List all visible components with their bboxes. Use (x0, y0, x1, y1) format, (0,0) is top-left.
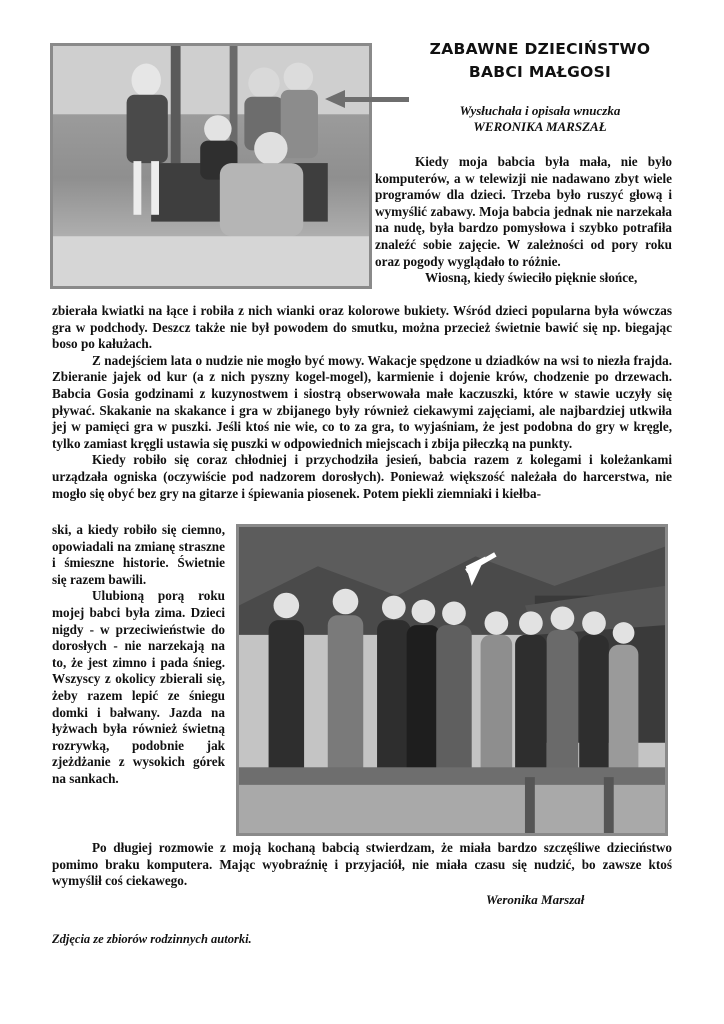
author-signature: Weronika Marszał (486, 892, 585, 907)
paragraph-autumn-end: ski, a kiedy robiło się ciemno, opowiadali na zmianę straszne i śmieszne historie. Świetnie się razem bawili. (52, 522, 225, 587)
paragraph-intro: Kiedy moja babcia była mała, nie było komputerów, a w telewizji nie nadawano zbyt wiele programów dla dzieci. Trzeba było ruszyć głową i wymyślić zabawy. Moja babcia jednak nie narzekała na nudę, była bardzo pomysłowa i szybko potrafiła znaleźć sobie zajęcie. W zależności od pory roku oraz pogody wyglądało to różnie. (375, 154, 672, 269)
byline (385, 103, 695, 135)
arrow-indicator (343, 97, 409, 102)
photo-children (50, 43, 372, 289)
photo-group-image (239, 527, 665, 833)
paragraph-autumn: Kiedy robiło się coraz chłodniej i przychodziła jesień, babcia razem z kolegami i koleżankami urządzała ogniska (oczywiście pod nadzorem dorosłych). Ponieważ większość należała do harcerstwa, nie mogło się obyć bez gry na gitarze i śpiewania piosenek. Potem piekli ziemniaki i kiełba- (52, 452, 672, 501)
paragraph-spring: zbierała kwiatki na łące i robiła z nich wianki oraz kolorowe bukiety. Wśród dzieci popularna była wówczas gra w podchody. Deszcz także nie był powodem do smutku, można przecież świetnie bawić się np. biegając boso po kałużach. (52, 303, 672, 352)
byline-line-1: Wysłuchała i opisała wnuczka (459, 103, 621, 118)
left-column (52, 522, 225, 788)
title-line-1: ZABAWNE DZIECIŃSTWO (429, 40, 651, 58)
title-line-2: BABCI MAŁGOSI (468, 63, 612, 81)
article-title (385, 38, 695, 84)
intro-column (375, 154, 672, 287)
photo-children-image (53, 46, 369, 286)
arrow-head-icon (325, 90, 345, 108)
main-text-block (52, 303, 672, 502)
paragraph-summer: Z nadejściem lata o nudzie nie mogło być mowy. Wakacje spędzone u dziadków na wsi to niezła frajda. Zbieranie jajek od kur (a z nich pyszny kogel-mogel), karmienie i dojenie krów, chodzenie po drzewach. Babcia Gosia godzinami z kuzynostwem i siostrą obserwowała małe kaczuszki, które w stawie uczyły się pływać. Skakanie na skakance i gra w zbijanego były również ciekawymi zajęciami, ale najbardziej utkwiła jej w pamięci gra w puszki. Jeśli ktoś nie wie, co to za gra, to wyjaśniam, że jest podobna do gry w kręgle, tylko zamiast kręgli ustawia się puszki w odpowiednich miejscach i zbija piłeczką na punkty. (52, 352, 672, 451)
paragraph-winter: Ulubioną porą roku mojej babci była zima. Dzieci nigdy - w przeciwieństwie do dorosłych - nie narzekają na to, że jest zimno i pada śnieg. Wszyscy z okolicy zbierali się, żeby razem lepić ze śniegu domki i bałwany. Jazda na łyżwach była również świetną rozrywką, podobnie jak zjeżdżanie z wysokich górek na sankach. (52, 588, 225, 786)
photo-caption: Zdjęcia ze zbiorów rodzinnych autorki. (52, 932, 252, 946)
paragraph-closing: Po długiej rozmowie z moją kochaną babcią stwierdzam, że miała bardzo szczęśliwe dzieciństwo pomimo braku komputera. Mając wyobraźnię i przyjaciół, nie miała czasu się nudzić, bo zawsze ktoś wymyślił coś ciekawego. (52, 840, 672, 889)
photo-group (236, 524, 668, 836)
byline-line-2: WERONIKA MARSZAŁ (473, 119, 607, 134)
paragraph-spring-start: Wiosną, kiedy świeciło pięknie słońce, (425, 270, 638, 286)
closing-block (52, 840, 672, 890)
